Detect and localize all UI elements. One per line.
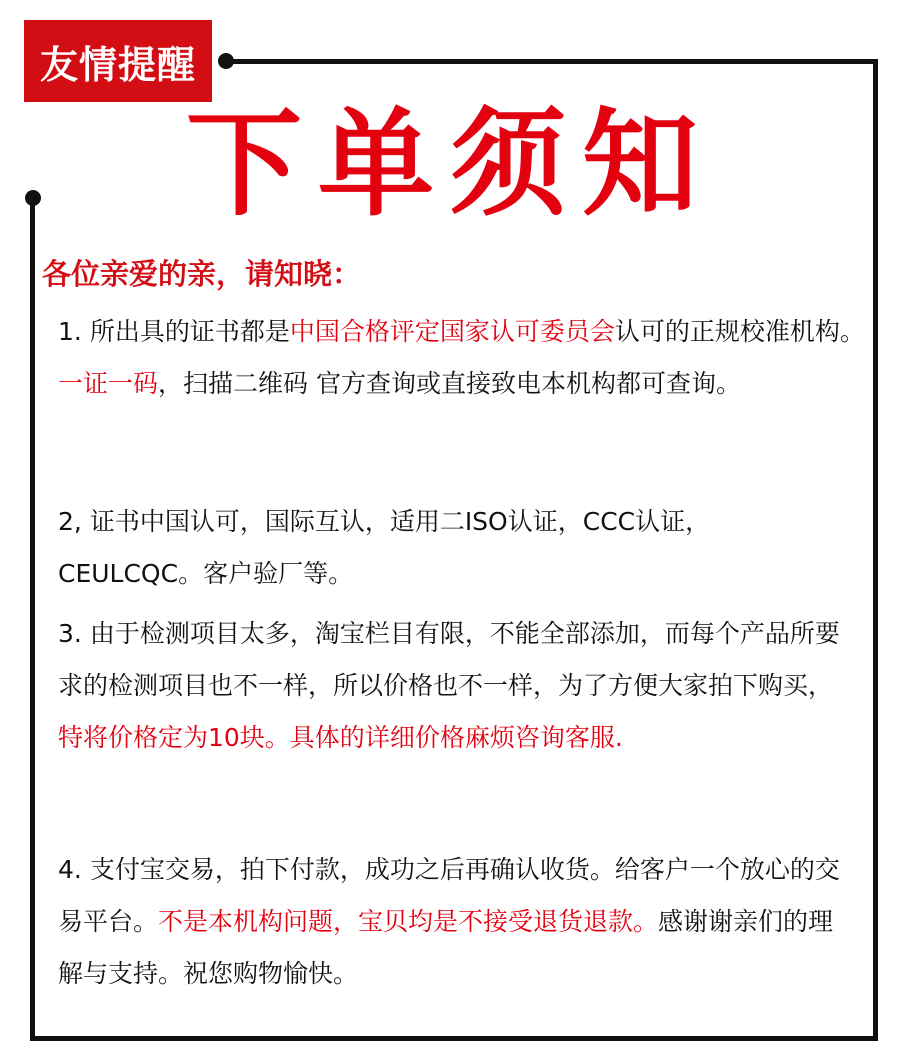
item-highlight: 不是本机构问题，宝贝均是不接受退货退款。 [158,907,659,936]
greeting: 各位亲爱的亲，请知晓： [42,257,362,291]
item-highlight: 特将价格定为10块。具体的详细价格麻烦咨询客服. [58,723,623,752]
item-text: 感谢谢亲们的理解与支持。祝您购物愉快。 [58,907,834,988]
notice-item-2 [58,496,798,600]
notice-item-3 [58,608,848,764]
item-text: 证书中国认可，国际互认，适用二ISO认证，CCC认证，CEULCQC。客户验厂等。 [58,507,711,588]
notice-item-1 [58,306,866,410]
item-number: 3. [58,619,82,648]
item-text: 所出具的证书都是 [89,317,290,346]
reminder-badge [24,20,212,102]
frame-top-line [226,59,878,64]
frame-left-line [30,196,35,1041]
item-text: 由于检测项目太多，淘宝栏目有限，不能全部添加，而每个产品所要求的检测项目也不一样，所以价格也不一样，为了方便大家拍下购买， [58,619,840,700]
page-title: 下单须知 [186,97,714,232]
item-text: 认可的正规校准机构。 [614,317,865,346]
reminder-badge-label: 友情提醒 [39,42,196,87]
item-number: 2, [58,507,82,536]
item-number: 4. [58,855,82,884]
item-number: 1. [58,317,82,346]
frame-bottom-line [30,1036,878,1041]
frame-dot-top [218,53,234,69]
item-text: 支付宝交易，拍下付款，成功之后再确认收货。给客户一个放心的交易平台。 [58,855,840,936]
item-text: ，扫描二维码 官方查询或直接致电本机构都可查询。 [158,369,741,398]
item-highlight: 一证一码 [58,369,159,398]
item-highlight: 中国合格评定国家认可委员会 [289,317,615,346]
notice-item-4 [58,844,858,1000]
